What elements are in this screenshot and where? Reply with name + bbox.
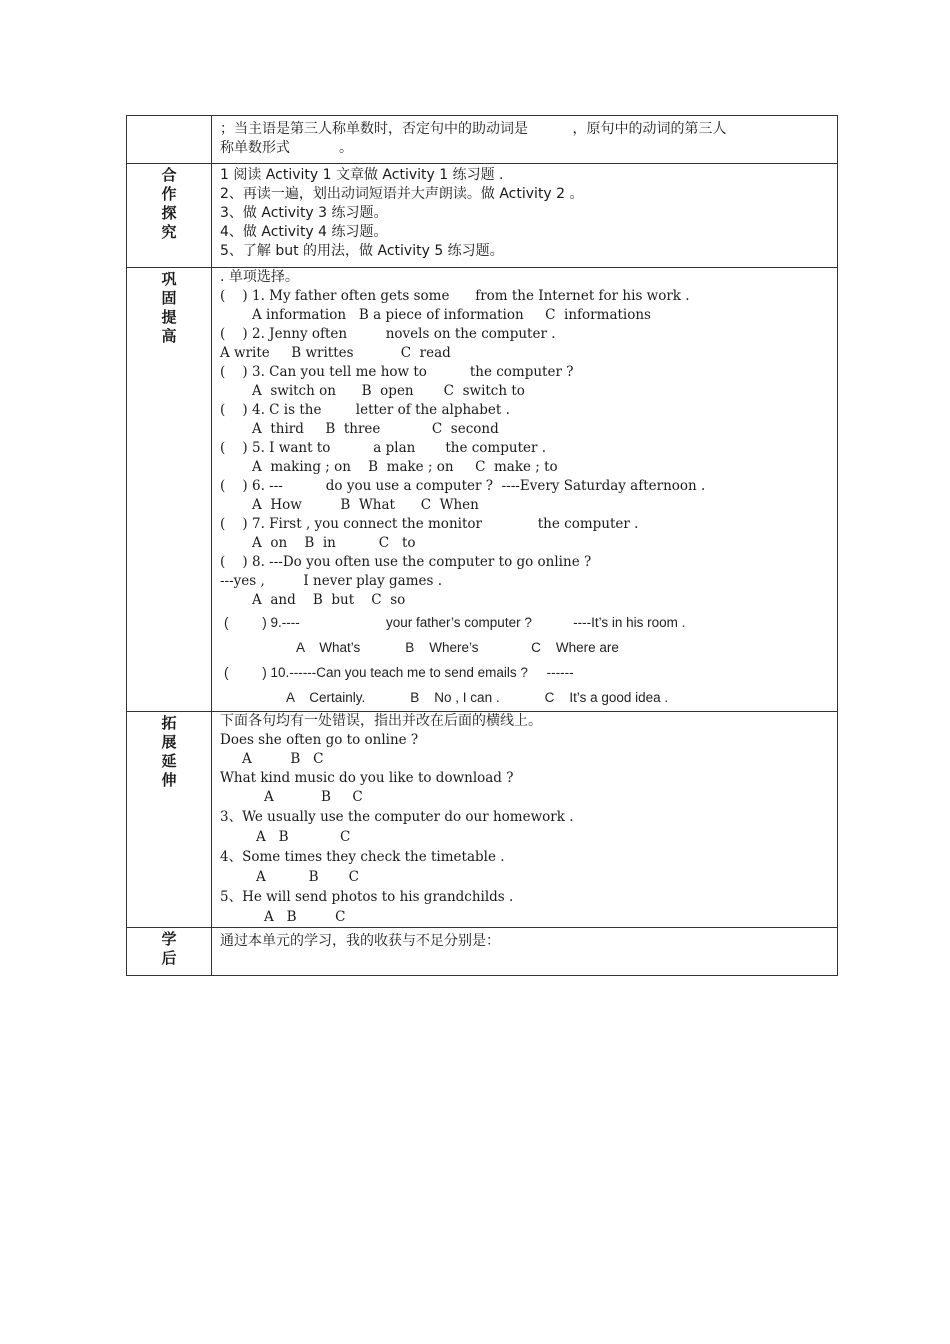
question-7-options: A on B in C to xyxy=(252,535,416,551)
error-sentence-5: 5、He will send photos to his grandchilds . xyxy=(220,889,514,905)
error-sentence-2: What kind music do you like to download ? xyxy=(220,770,514,786)
row-after-content-cell xyxy=(212,928,838,976)
row-extend xyxy=(127,712,838,928)
reflection-prompt: 通过本单元的学习，我的收获与不足分别是： xyxy=(220,933,500,949)
row-top-content-cell xyxy=(212,116,838,164)
question-8-options: A and B but C so xyxy=(252,592,406,608)
row-consolidate-content-cell xyxy=(212,268,838,712)
row-extend-label-cell xyxy=(127,712,212,928)
error-sentence-4: 4、Some times they check the timetable . xyxy=(220,849,505,865)
error-sentence-3-abc: A B C xyxy=(256,829,351,845)
error-sentence-4-abc: A B C xyxy=(256,869,359,885)
row-cooperate-label-cell xyxy=(127,164,212,268)
section-label-consolidate: 巩固提高 xyxy=(161,270,177,345)
row-after xyxy=(127,928,838,976)
question-1: ( ) 1. My father often gets some from the Internet for his work . xyxy=(220,288,690,304)
error-heading: 下面各句均有一处错误，指出并改在后面的横线上。 xyxy=(220,713,542,729)
row-extend-content-cell xyxy=(212,712,838,928)
mc-heading: . 单项选择。 xyxy=(220,269,299,285)
error-sentence-5-abc: A B C xyxy=(264,909,346,925)
section-label-extend: 拓展延伸 xyxy=(161,714,177,789)
question-5: ( ) 5. I want to a plan the computer . xyxy=(220,440,547,456)
task-line-4: 4、做 Activity 4 练习题。 xyxy=(220,224,388,240)
row-consolidate-label-cell xyxy=(127,268,212,712)
error-sentence-2-abc: A B C xyxy=(264,789,363,805)
row-consolidate xyxy=(127,268,838,712)
task-line-2: 2、再读一遍，划出动词短语并大声朗读。做 Activity 2 。 xyxy=(220,186,584,202)
top-line-1: ；当主语是第三人称单数时，否定句中的助动词是 ，原句中的动词的第三人 xyxy=(220,121,727,137)
question-1-options: A information B a piece of information C informations xyxy=(252,307,651,323)
question-8: ( ) 8. ---Do you often use the computer to go online ? xyxy=(220,554,592,570)
row-top-label-cell xyxy=(127,116,212,164)
question-7: ( ) 7. First , you connect the monitor the computer . xyxy=(220,516,639,532)
question-9-options: A What’s B Where’s C Where are xyxy=(296,640,619,655)
error-sentence-3: 3、We usually use the computer do our homework . xyxy=(220,809,574,825)
row-top xyxy=(127,116,838,164)
question-10: ( ) 10.------Can you teach me to send emails ? ------ xyxy=(224,665,574,680)
question-5-options: A making ; on B make ; on C make ; to xyxy=(252,459,558,475)
question-8-reply: ---yes , I never play games . xyxy=(220,573,443,589)
worksheet-table xyxy=(126,115,838,976)
question-6: ( ) 6. --- do you use a computer ? ----Every Saturday afternoon . xyxy=(220,478,706,494)
row-cooperate-content-cell xyxy=(212,164,838,268)
question-2: ( ) 2. Jenny often novels on the computer . xyxy=(220,326,556,342)
section-label-after: 学后 xyxy=(161,930,177,967)
row-after-label-cell xyxy=(127,928,212,976)
section-label-cooperate: 合作探究 xyxy=(161,166,177,241)
question-4-options: A third B three C second xyxy=(252,421,499,437)
question-6-options: A How B What C When xyxy=(252,497,479,513)
row-cooperate xyxy=(127,164,838,268)
task-line-3: 3、做 Activity 3 练习题。 xyxy=(220,205,388,221)
task-line-1: 1 阅读 Activity 1 文章做 Activity 1 练习题 . xyxy=(220,167,504,183)
question-4: ( ) 4. C is the letter of the alphabet . xyxy=(220,402,510,418)
task-line-5: 5、了解 but 的用法，做 Activity 5 练习题。 xyxy=(220,243,504,259)
question-3: ( ) 3. Can you tell me how to the computer ? xyxy=(220,364,574,380)
question-2-options: A write B writtes C read xyxy=(220,345,451,361)
error-sentence-1-abc: A B C xyxy=(242,751,324,767)
question-9: ( ) 9.---- your father’s computer ? ----It’s in his room . xyxy=(224,615,686,630)
top-line-2: 称单数形式 。 xyxy=(220,140,353,156)
question-3-options: A switch on B open C switch to xyxy=(252,383,525,399)
question-10-options: A Certainly. B No , I can . C It’s a good idea . xyxy=(286,690,669,705)
error-sentence-1: Does she often go to online ? xyxy=(220,732,419,748)
